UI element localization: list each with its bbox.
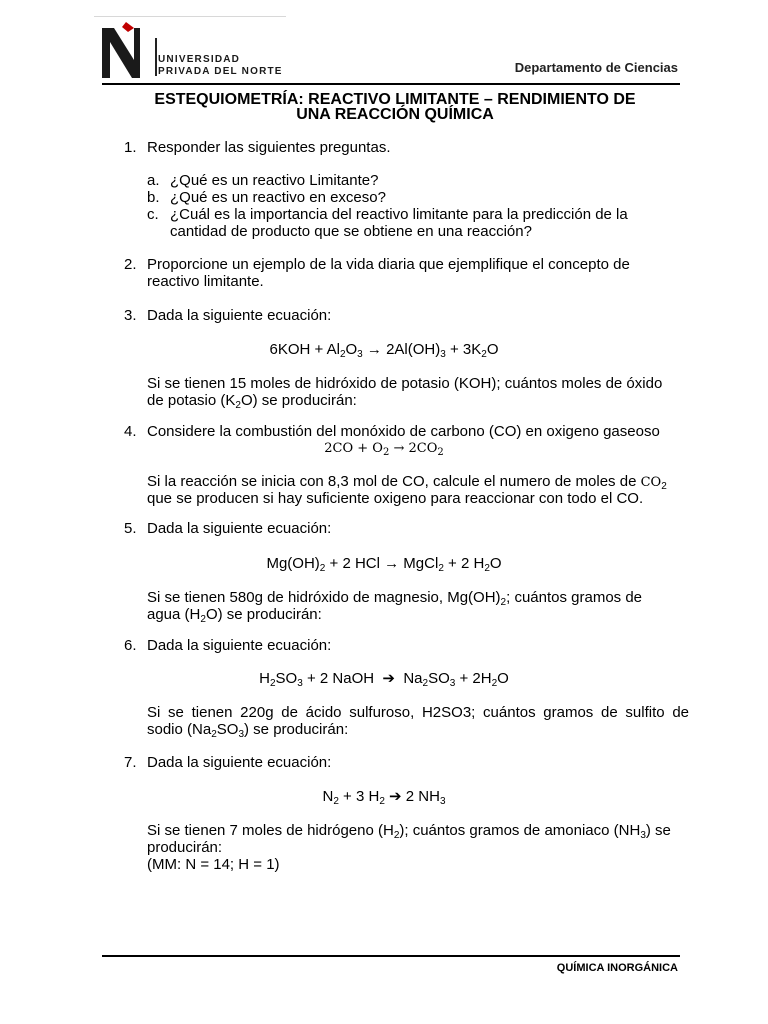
- q4-line1-sub: 2: [661, 481, 667, 492]
- eq7-sub: 2: [379, 796, 385, 807]
- q1-b-text: ¿Qué es un reactivo en exceso?: [170, 189, 386, 206]
- q3-line2-sub: 2: [235, 400, 241, 411]
- university-name: [158, 54, 283, 78]
- eq4-sub: 2: [437, 447, 444, 458]
- q4-line2: que se producen si hay suficiente oxigeno para reaccionar con todo el CO.: [147, 490, 644, 507]
- eq6-part: SO: [428, 670, 450, 687]
- q5-line1-part: ; cuántos gramos de: [506, 589, 643, 606]
- page-title-line1: ESTEQUIOMETRÍA: REACTIVO LIMITANTE – RENDIMIENTO DE: [154, 91, 636, 108]
- eq6-part: + 2 NaOH: [302, 670, 375, 687]
- eq5-sub: 2: [484, 563, 490, 574]
- eq7-part: + 3 H: [338, 788, 380, 805]
- page-title-line2: UNA REACCIÓN QUÍMICA: [296, 106, 494, 123]
- eq5-sub: 2: [438, 563, 444, 574]
- q7-line1-part: ) se: [645, 822, 671, 839]
- q2-line1: Proporcione un ejemplo de la vida diaria que ejemplifique el concepto de: [147, 256, 630, 273]
- eq7-part: N: [322, 788, 334, 805]
- eq5-arrow: →: [384, 555, 404, 572]
- eq6-sub: 2: [269, 678, 276, 689]
- q5-line1-sub: 2: [500, 597, 507, 608]
- eq5-part: MgCl: [403, 555, 439, 572]
- q5-line2: [147, 606, 322, 625]
- eq6-part: + 2H: [455, 670, 492, 687]
- q1-a-text: ¿Qué es un reactivo Limitante?: [170, 172, 379, 189]
- q3-equation: [0, 341, 768, 360]
- q5-line2-sub: 2: [200, 614, 206, 625]
- eq6-sub: 3: [297, 678, 303, 689]
- q7-line3: (MM: N = 14; H = 1): [147, 856, 280, 873]
- eq6-arrow: ➔: [374, 670, 404, 687]
- q6-line2-part: ) se producirán:: [244, 721, 349, 738]
- footer-course: QUÍMICA INORGÁNICA: [556, 962, 678, 974]
- q7-line2: producirán:: [147, 839, 223, 856]
- university-name-line1: UNIVERSIDAD: [158, 54, 241, 65]
- eq3-part: + 3K: [445, 341, 482, 358]
- q1-c-line2: cantidad de producto que se obtiene en una reacción?: [170, 223, 532, 240]
- eq6-part: Na: [403, 670, 423, 687]
- eq6-part: H: [259, 670, 270, 687]
- q6-number: 6.: [124, 637, 137, 654]
- q1-c-label: c.: [147, 206, 159, 223]
- eq3-sub: 2: [481, 349, 487, 360]
- eq7-sub: 2: [333, 796, 339, 807]
- eq7-arrow: ➔: [384, 788, 406, 805]
- q5-line1-part: Si se tienen 580g de hidróxido de magnesio, Mg(OH): [147, 589, 501, 606]
- q5-number: 5.: [124, 520, 137, 537]
- q4-equation: [0, 440, 768, 458]
- eq7-sub: 3: [439, 796, 446, 807]
- university-n-logo-icon: [100, 20, 152, 80]
- q6-line2-part: SO: [216, 721, 239, 738]
- eq3-part: O: [345, 341, 358, 358]
- q7-line1-sub: 2: [393, 830, 400, 841]
- q4-number: 4.: [124, 423, 137, 440]
- eq3-sub: 3: [440, 349, 446, 360]
- q4-text: Considere la combustión del monóxido de carbono (CO) en oxigeno gaseoso: [147, 423, 660, 440]
- university-name-line2: PRIVADA DEL NORTE: [158, 66, 283, 77]
- q6-line2-sub: 3: [238, 729, 245, 740]
- eq5-part: Mg(OH): [266, 555, 320, 572]
- page-title: [100, 92, 690, 122]
- q6-line2-part: sodio (Na: [147, 721, 212, 738]
- q2-number: 2.: [124, 256, 137, 273]
- eq5-part: + 2 H: [443, 555, 485, 572]
- q5-line2-part: agua (H: [147, 606, 201, 623]
- q2-line2: reactivo limitante.: [147, 273, 264, 290]
- q6-line2-sub: 2: [211, 729, 217, 740]
- q7-line1-part: ); cuántos gramos de amoniaco (NH: [399, 822, 641, 839]
- eq4-part: 2CO: [408, 441, 438, 456]
- eq5-part: O: [489, 555, 502, 572]
- q7-line1: [147, 822, 671, 841]
- q3-line2-part: O) se producirán:: [240, 392, 357, 409]
- eq6-sub: 2: [422, 678, 429, 689]
- eq4-arrow: →: [389, 441, 409, 456]
- q3-line2: [147, 392, 357, 411]
- q1-a-label: a.: [147, 172, 160, 189]
- eq3-arrow: →: [362, 341, 387, 358]
- eq5-sub: 2: [319, 563, 326, 574]
- q5-text: Dada la siguiente ecuación:: [147, 520, 332, 537]
- q1-b-label: b.: [147, 189, 160, 206]
- eq6-sub: 3: [449, 678, 456, 689]
- eq3-part: 2Al(OH): [386, 341, 441, 358]
- q4-line1-part: Si la reacción se inicia con 8,3 mol de CO, calcule el numero de moles de: [147, 473, 641, 490]
- logo-divider: [155, 38, 157, 76]
- eq3-part: O: [486, 341, 499, 358]
- eq5-part: + 2 HCl: [325, 555, 385, 572]
- eq3-sub: 3: [357, 349, 363, 360]
- university-logo: [100, 20, 300, 80]
- department-name: Departamento de Ciencias: [514, 60, 678, 75]
- q3-line1: Si se tienen 15 moles de hidróxido de potasio (KOH); cuántos moles de óxido: [147, 375, 663, 392]
- q7-line1-sub: 3: [640, 830, 646, 841]
- eq7-part: 2 NH: [405, 788, 440, 805]
- q6-text: Dada la siguiente ecuación:: [147, 637, 332, 654]
- eq4-sub: 2: [382, 447, 390, 458]
- eq6-sub: 2: [491, 678, 498, 689]
- q5-equation: [0, 555, 768, 574]
- q6-line1: Si se tienen 220g de ácido sulfuroso, H2SO3; cuántos gramos de sulfito de: [147, 704, 689, 721]
- eq3-sub: 2: [339, 349, 346, 360]
- q3-line2-part: de potasio (K: [147, 392, 236, 409]
- q1-text: Responder las siguientes preguntas.: [147, 139, 391, 156]
- header-top-rule: [94, 16, 286, 17]
- q7-line1-part: Si se tienen 7 moles de hidrógeno (H: [147, 822, 394, 839]
- header-rule: [102, 83, 680, 85]
- q1-c-line1: ¿Cuál es la importancia del reactivo limitante para la predicción de la: [170, 206, 628, 223]
- eq6-part: SO: [275, 670, 298, 687]
- footer-rule: [102, 955, 680, 957]
- q1-number: 1.: [124, 139, 137, 156]
- q7-number: 7.: [124, 754, 137, 771]
- q3-number: 3.: [124, 307, 137, 324]
- q7-text: Dada la siguiente ecuación:: [147, 754, 332, 771]
- q4-line1-co: CO: [640, 475, 662, 490]
- eq4-part: 2CO + O: [324, 441, 383, 456]
- eq3-part: 6KOH + Al: [269, 341, 340, 358]
- q3-text: Dada la siguiente ecuación:: [147, 307, 332, 324]
- q7-equation: [0, 788, 768, 807]
- q5-line2-part: O) se producirán:: [205, 606, 322, 623]
- q6-line2: [147, 721, 348, 740]
- eq6-part: O: [497, 670, 509, 687]
- q6-equation: [0, 670, 768, 689]
